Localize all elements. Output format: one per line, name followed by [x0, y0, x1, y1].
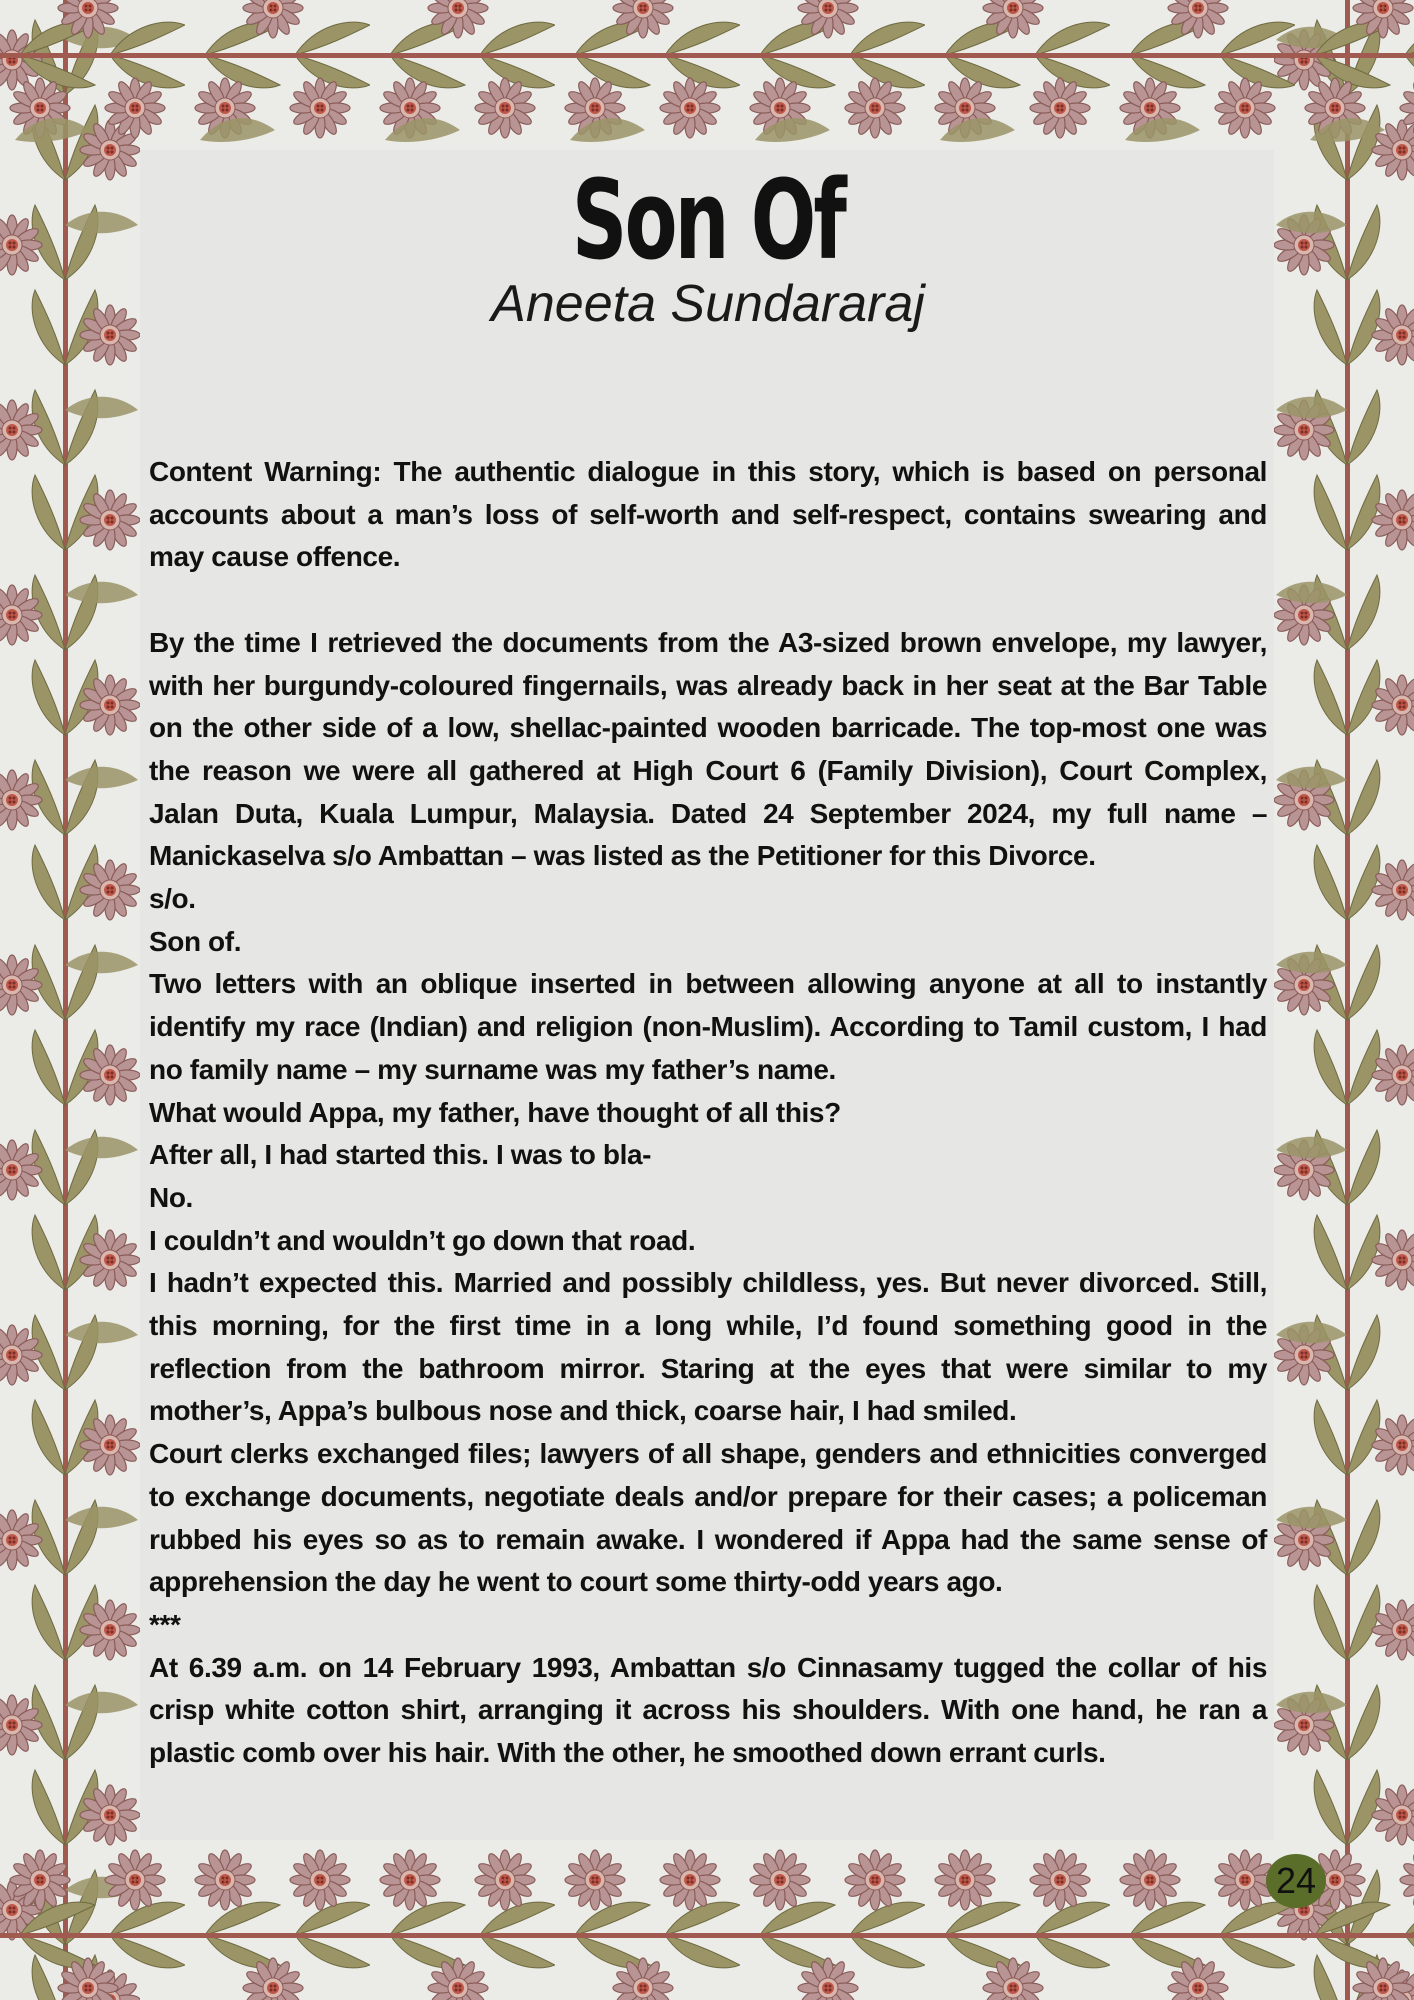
paragraph: Son of.	[149, 925, 242, 957]
paragraph: I hadn’t expected this. Married and possibly childless, yes. But never divorced. Still, this morning, for the first time in a long while, I’d found something good in the reflection from the bathroom mirror. Staring at the eyes that were similar to my mother’s, Appa’s bulbous nose and thick, coarse hair, I had smiled.	[149, 1267, 1267, 1427]
paragraph: By the time I retrieved the documents from the A3-sized brown envelope, my lawyer, with her burgundy-coloured fingernails, was already back in her seat at the Bar Table on the other side of a low, shellac-painted wooden barricade. The top-most one was the reason we were all gathered at High Court 6 (Family Division), Court Complex, Jalan Duta, Kuala Lumpur, Malaysia. Dated 24 September 2024, my full name – Manickaselva s/o Ambattan – was listed as the Petitioner for this Divorce.	[149, 626, 1267, 872]
paragraph: After all, I had started this. I was to bla-	[149, 1139, 652, 1171]
author-name: Aneeta Sundararaj	[491, 275, 925, 333]
page-content	[149, 150, 1267, 1775]
paragraph: No.	[149, 1181, 193, 1213]
story-title: Son Of	[571, 156, 845, 284]
paragraph: What would Appa, my father, have thought of all this?	[149, 1096, 841, 1128]
paragraph: s/o.	[149, 883, 196, 915]
content-warning: Content Warning: The authentic dialogue in this story, which is based on personal accounts about a man’s loss of self-worth and self-respect, contains swearing and may cause offence.	[149, 456, 1267, 573]
paragraph: Two letters with an oblique inserted in between allowing anyone at all to instantly identify my race (Indian) and religion (non-Muslim). According to Tamil custom, I had no family name – my surname was my father’s name.	[149, 968, 1267, 1085]
page-number-badge: 24	[1266, 1854, 1326, 1908]
paragraph: At 6.39 a.m. on 14 February 1993, Ambattan s/o Cinnasamy tugged the collar of his crisp white cotton shirt, arranging it across his shoulders. With one hand, he ran a plastic comb over his hair. With the other, he smoothed down errant curls.	[149, 1651, 1267, 1769]
section-break: ***	[149, 1608, 181, 1640]
story-body	[149, 451, 1267, 1775]
paragraph: I couldn’t and wouldn’t go down that road.	[149, 1224, 696, 1256]
paragraph: Court clerks exchanged files; lawyers of all shape, genders and ethnicities converged to exchange documents, negotiate deals and/or prepare for their cases; a policeman rubbed his eyes so as to remain awake. I wondered if Appa had the same sense of apprehension the day he went to court some thirty-odd years ago.	[149, 1438, 1267, 1598]
